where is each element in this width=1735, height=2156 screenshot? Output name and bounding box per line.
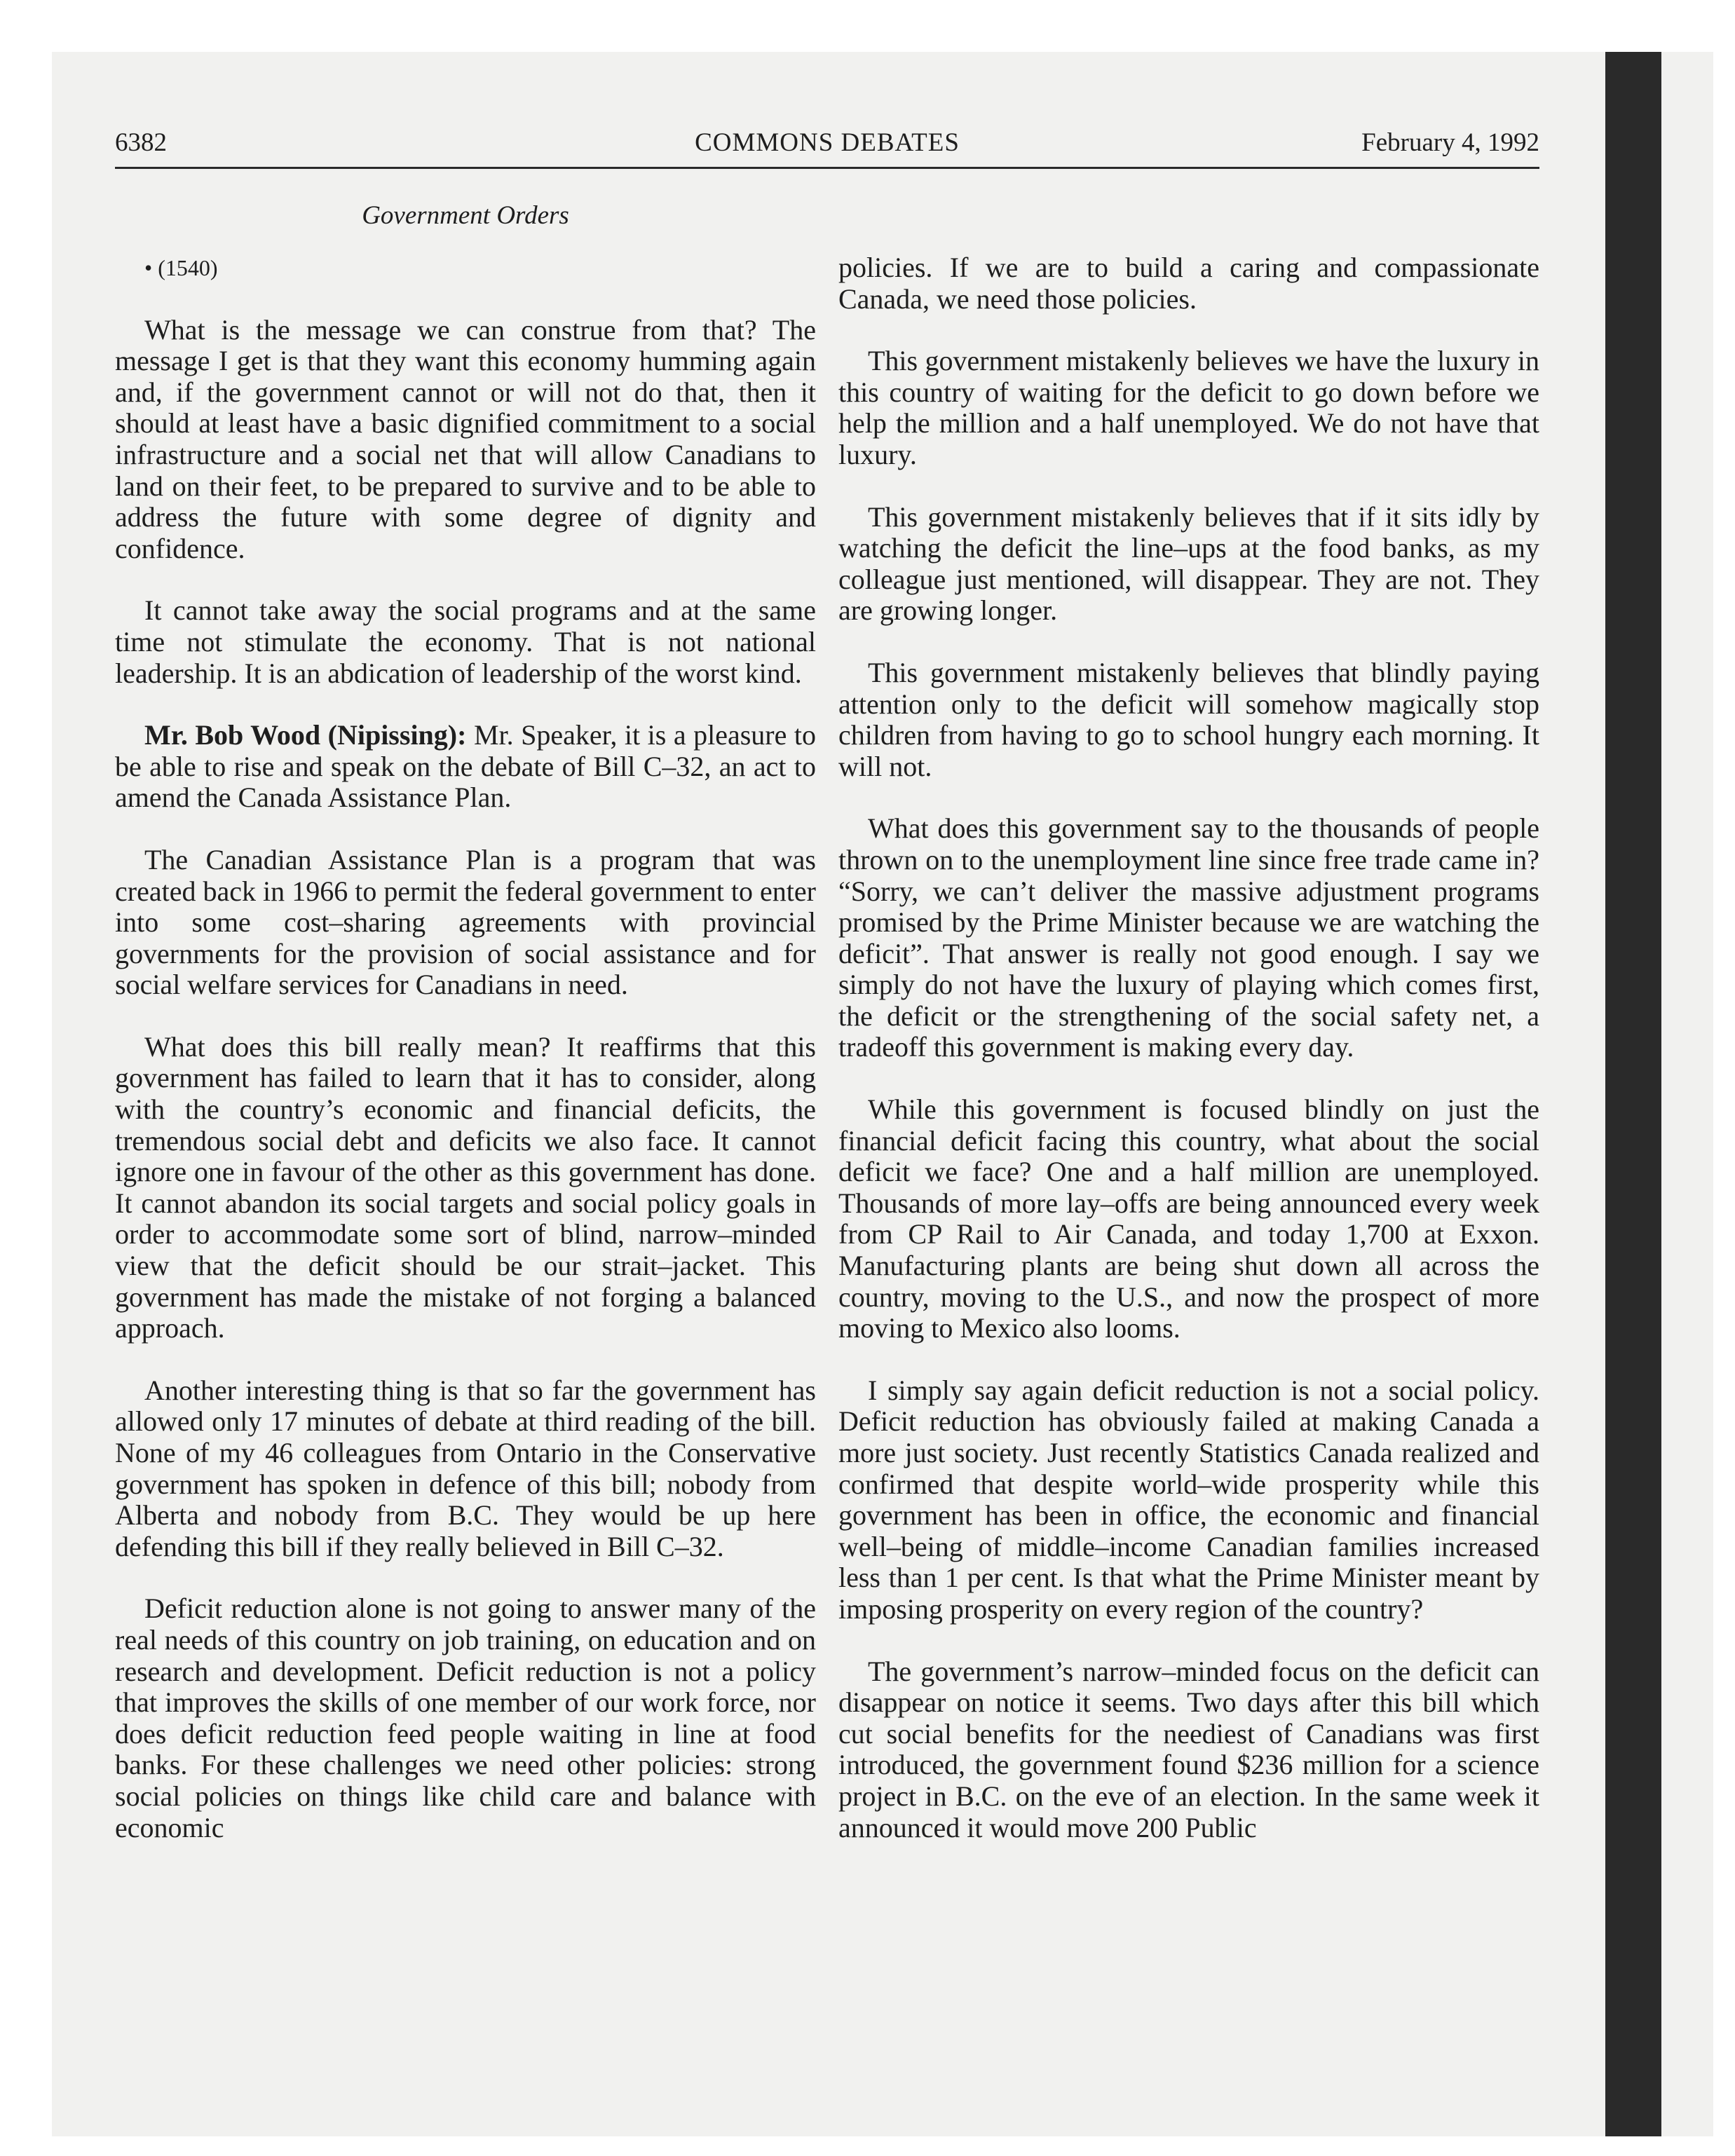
right-column [838, 252, 1539, 1874]
header-rule [115, 167, 1539, 169]
paragraph: I simply say again deficit reduction is not a social policy. Deficit reduction has obviously failed at making Canada a more just society. Just recently Statistics Canada realized and confirmed that despite world–wide prosperity while this government has been in office, the economic and financial well–being of middle–income Canadian families increased less than 1 per cent. Is that what the Prime Minister meant by imposing prosperity on every region of the country? [838, 1374, 1539, 1625]
speech-text: Mr. Speaker, it is a pleasure to be able to rise and speak on the debate of Bill C–32, an act to amend the Canada Assistance Plan. [115, 719, 816, 814]
speaker-name: Mr. Bob Wood (Nipissing): [144, 719, 467, 751]
paragraph: While this government is focused blindly on just the financial deficit facing this country, what about the social deficit we face? One and a half million are unemployed. Thousands of more lay–offs are being announced every week from CP Rail to Air Canada, and today 1,700 at Exxon. Manufacturing plants are being shut down all across the country, moving to the U.S., and now the prospect of more moving to Mexico also looms. [838, 1093, 1539, 1344]
paragraph: Another interesting thing is that so far the government has allowed only 17 minutes of debate at third reading of the bill. None of my 46 colleagues from Ontario in the Conservative government has spoken in defence of this bill; nobody from Alberta and nobody from B.C. They would be up here defending this bill if they really believed in Bill C–32. [115, 1374, 816, 1562]
paragraph: This government mistakenly believes that if it sits idly by watching the deficit the line–ups at the food banks, as my colleague just mentioned, will disappear. They are not. They are growing longer. [838, 500, 1539, 627]
paragraph: What is the message we can construe from that? The message I get is that they want this economy humming again and, if the government cannot or will not do that, then it should at least have a basic dignified commitment to a social infrastructure and a social net that will allow Canadians to land on their feet, to be prepared to survive and to be able to address the future with some degree of dignity and confidence. [115, 313, 816, 564]
paragraph: The Canadian Assistance Plan is a program that was created back in 1966 to permit the federal government to enter into some cost–sharing agreements with provincial governments for the provision of social assistance and for social welfare services for Canadians in need. [115, 843, 816, 1001]
timestamp: • (1540) [144, 255, 218, 280]
page-header [115, 128, 1539, 170]
paragraph [115, 720, 816, 814]
paragraph: Deficit reduction alone is not going to answer many of the real needs of this country on job training, on education and on research and development. Deficit reduction is not a policy that improves the skills of one member of our work force, nor does deficit reduction feed people waiting in line at food banks. For these challenges we need other policies: strong social policies on things like child care and balance with economic [115, 1592, 816, 1843]
paragraph: This government mistakenly believes that blindly paying attention only to the deficit will somehow magically stop children from having to go to school hungry each morning. It will not. [838, 656, 1539, 782]
scanner-edge [1605, 52, 1661, 2136]
publication-date: February 4, 1992 [1361, 128, 1539, 157]
paragraph: policies. If we are to build a caring and compassionate Canada, we need those policies. [838, 252, 1539, 315]
paragraph: The government’s narrow–minded focus on the deficit can disappear on notice it seems. Two days after this bill which cut social benefits for the neediest of Canadians was first introduced, the government found $236 million for a science project in B.C. on the eve of an election. In the same week it announced it would move 200 Public [838, 1655, 1539, 1843]
publication-title: COMMONS DEBATES [695, 128, 960, 157]
paragraph: What does this bill really mean? It reaffirms that this government has failed to learn that it has to consider, along with the country’s economic and financial deficits, the tremendous social debt and deficits we also face. It cannot ignore one in favour of the other as this government has done. It cannot abandon its social targets and social policy goals in order to accommodate some sort of blind, narrow–minded view that the deficit should be our strait–jacket. This government has made the mistake of not forging a balanced approach. [115, 1030, 816, 1344]
section-title: Government Orders [362, 201, 569, 230]
page-number: 6382 [115, 128, 167, 157]
paragraph: This government mistakenly believes we have the luxury in this country of waiting for the deficit to go down before we help the million and a half unemployed. We do not have that luxury. [838, 345, 1539, 470]
paragraph: It cannot take away the social programs and at the same time not stimulate the economy. That is not national leadership. It is an abdication of leadership of the worst kind. [115, 594, 816, 689]
left-column [115, 252, 816, 1874]
paragraph: What does this government say to the thousands of people thrown on to the unemployment line since free trade came in? “Sorry, we can’t deliver the massive adjustment programs promised by the Prime Minister because we are watching the deficit”. That answer is really not good enough. I say we simply do not have the luxury of playing which comes first, the deficit or the strengthening of the social safety net, a tradeoff this government is making every day. [838, 812, 1539, 1063]
